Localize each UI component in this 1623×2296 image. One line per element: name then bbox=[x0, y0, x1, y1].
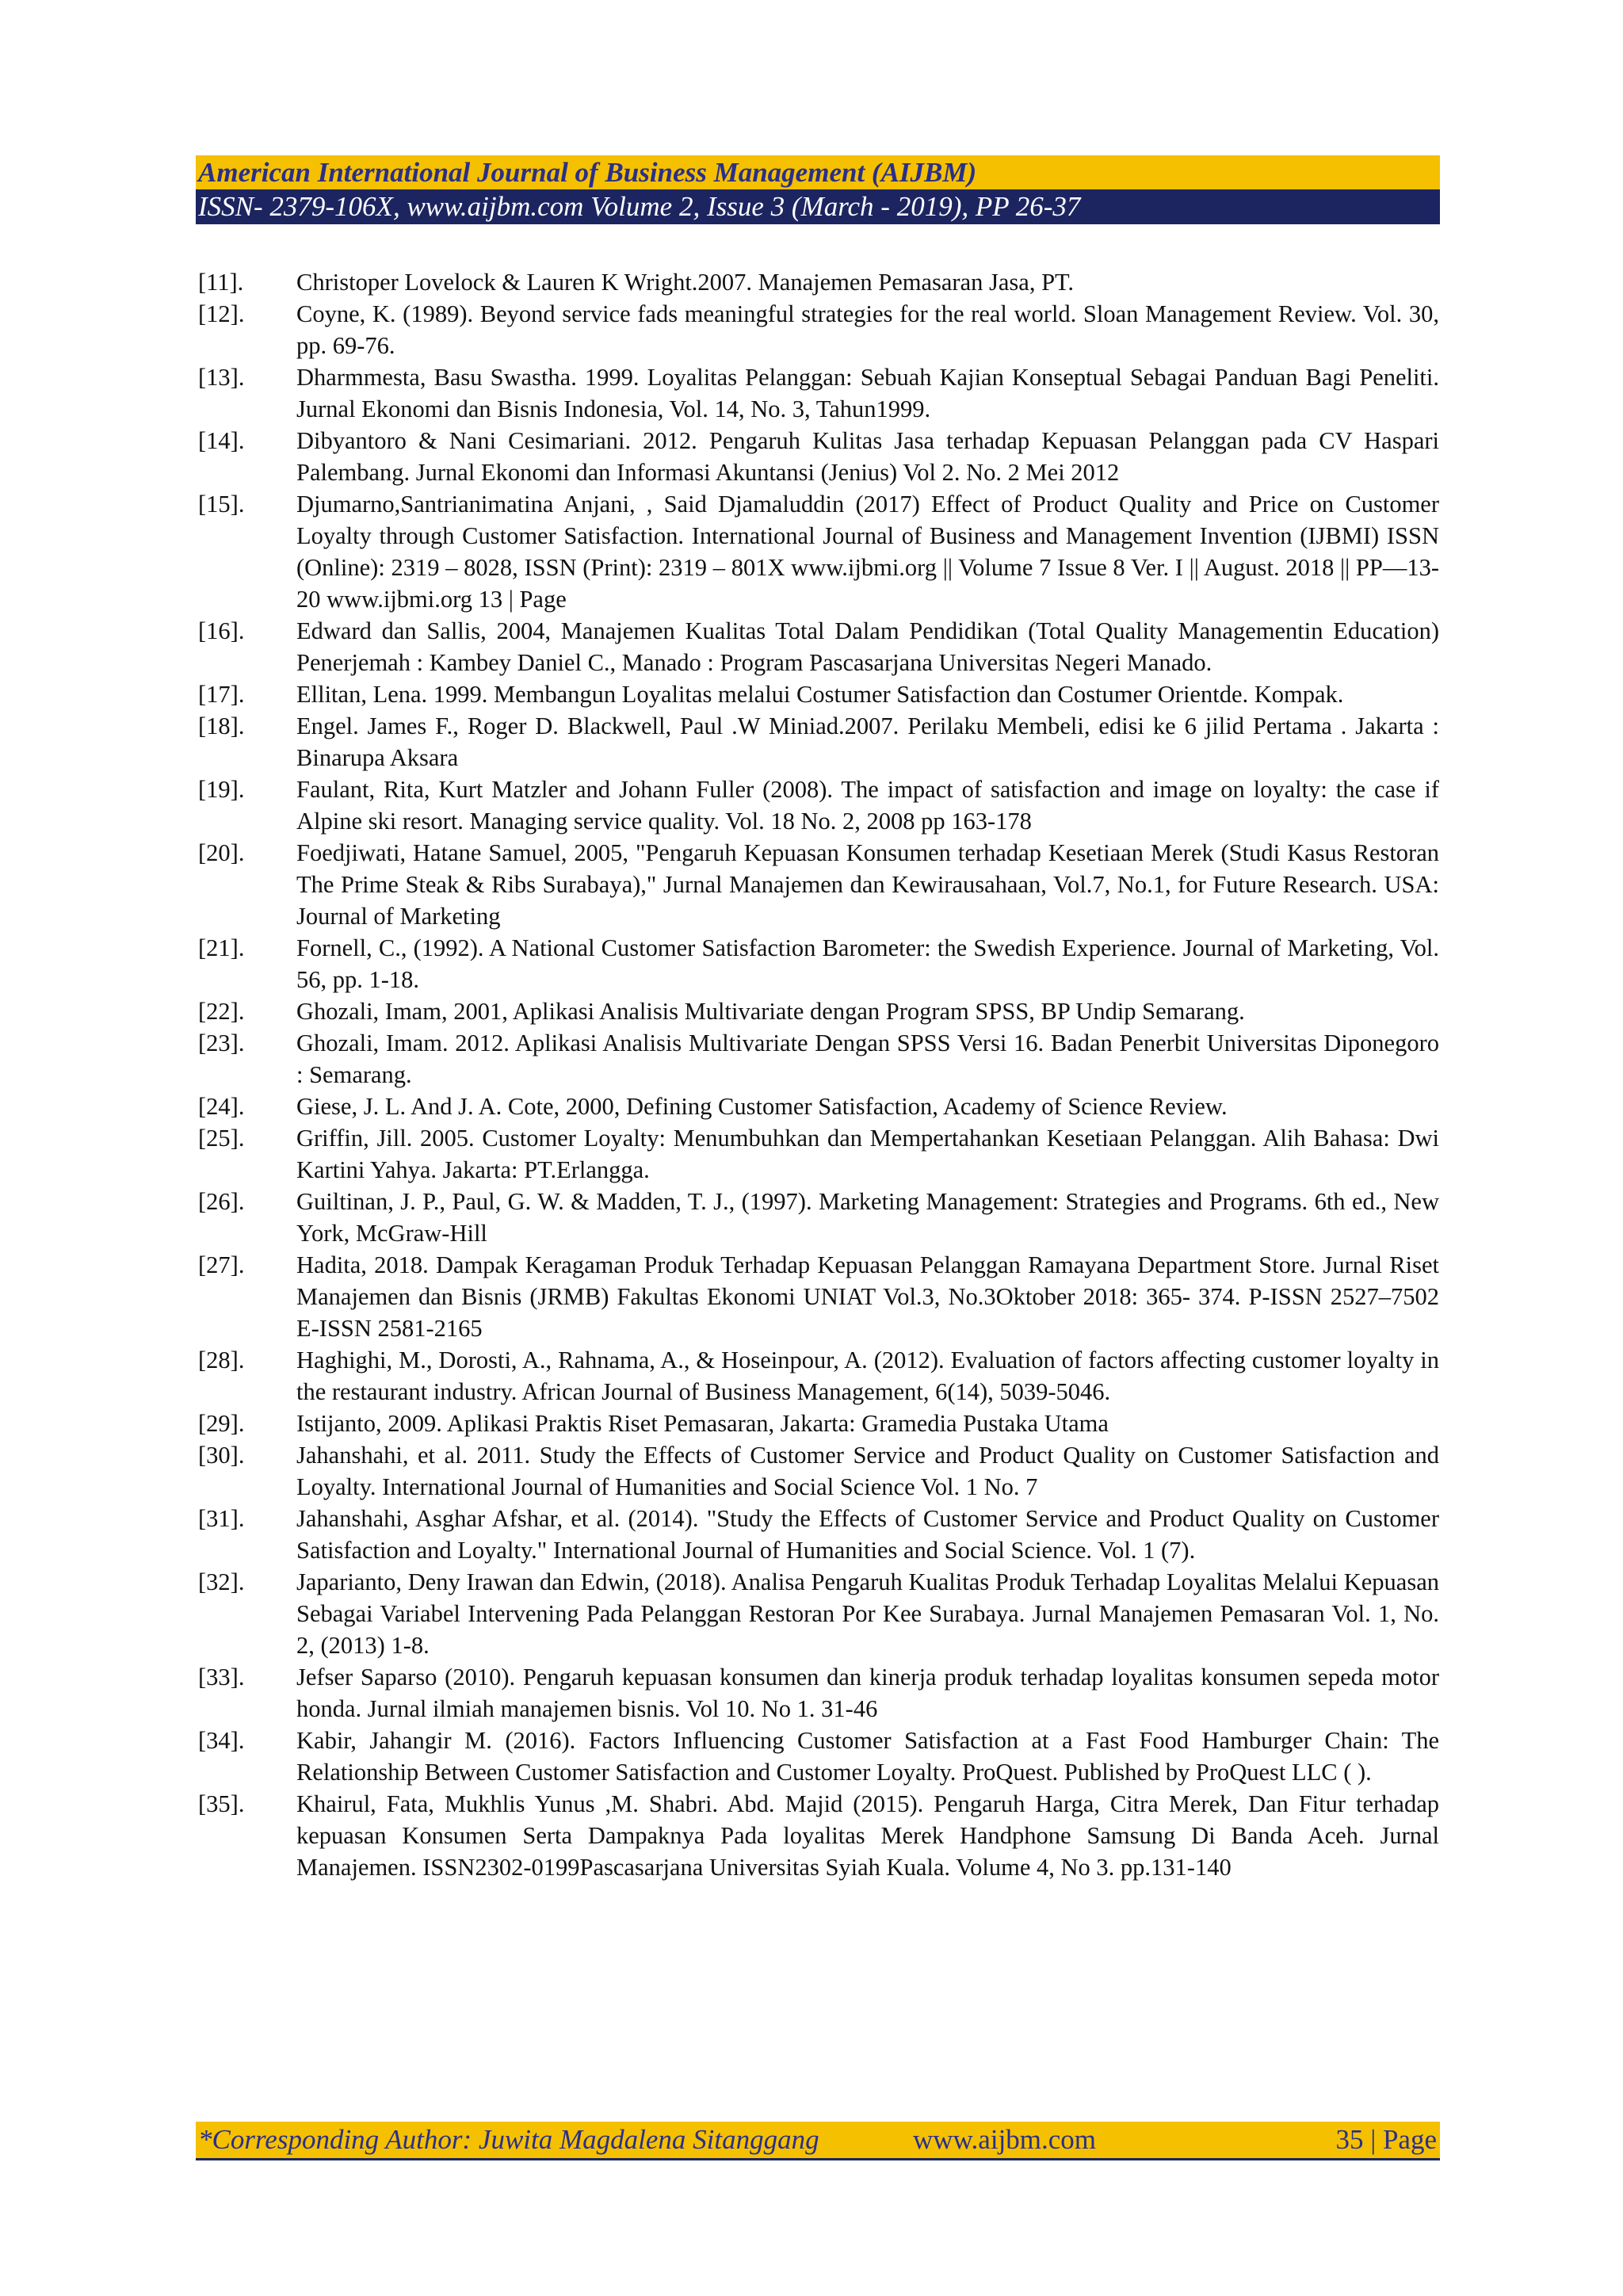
reference-text: Faulant, Rita, Kurt Matzler and Johann Fuller (2008). The impact of satisfaction and image on loyalty: the case if Alpine ski resort. Managing service quality. Vol. 18 No. 2, 2008 pp 163-178 bbox=[296, 776, 1439, 835]
issn-line: ISSN- 2379-106X, www.aijbm.com Volume 2, Issue 3 (March - 2019), PP 26-37 bbox=[196, 189, 1440, 224]
reference-number: [12]. bbox=[198, 300, 245, 327]
reference-text: Dharmmesta, Basu Swastha. 1999. Loyalitas Pelanggan: Sebuah Kajian Konseptual Sebagai Panduan Bagi Peneliti. Jurnal Ekonomi dan Bisnis Indonesia, Vol. 14, No. 3, Tahun1999. bbox=[296, 364, 1439, 422]
reference-item bbox=[198, 1344, 1439, 1408]
reference-item bbox=[198, 1725, 1439, 1788]
reference-item bbox=[198, 1249, 1439, 1344]
footer-website-link[interactable]: www.aijbm.com bbox=[913, 2124, 1097, 2155]
reference-item bbox=[198, 1566, 1439, 1661]
reference-number: [18]. bbox=[198, 712, 245, 739]
reference-number: [24]. bbox=[198, 1093, 245, 1120]
reference-text: Coyne, K. (1989). Beyond service fads meaningful strategies for the real world. Sloan Management Review. Vol. 30, pp. 69-76. bbox=[296, 300, 1439, 359]
reference-text: Haghighi, M., Dorosti, A., Rahnama, A., & Hoseinpour, A. (2012). Evaluation of factors affecting customer loyalty in the restaurant industry. African Journal of Business Management, 6(14), 5039-5046. bbox=[296, 1347, 1439, 1405]
reference-item bbox=[198, 1661, 1439, 1725]
reference-number: [35]. bbox=[198, 1790, 245, 1817]
reference-item bbox=[198, 678, 1439, 710]
reference-number: [13]. bbox=[198, 364, 245, 391]
reference-item bbox=[198, 1408, 1439, 1439]
reference-number: [33]. bbox=[198, 1664, 245, 1690]
reference-text: Kabir, Jahangir M. (2016). Factors Influencing Customer Satisfaction at a Fast Food Hamburger Chain: The Relationship Between Customer Satisfaction and Customer Loyalty. ProQuest. Published by ProQuest LLC ( ). bbox=[296, 1727, 1439, 1786]
reference-item bbox=[198, 488, 1439, 615]
reference-text: Guiltinan, J. P., Paul, G. W. & Madden, T. J., (1997). Marketing Management: Strategies and Programs. 6th ed., New York, McGraw-Hill bbox=[296, 1188, 1439, 1247]
reference-text: Jahanshahi, Asghar Afshar, et al. (2014). "Study the Effects of Customer Service and Product Quality on Customer Satisfaction and Loyalty." International Journal of Humanities and Social Science. Vol. 1 (7). bbox=[296, 1505, 1439, 1564]
journal-title: American International Journal of Business Management (AIJBM) bbox=[196, 155, 1440, 189]
reference-text: Ghozali, Imam, 2001, Aplikasi Analisis Multivariate dengan Program SPSS, BP Undip Semarang. bbox=[296, 998, 1245, 1025]
reference-number: [26]. bbox=[198, 1188, 245, 1215]
reference-text: Giese, J. L. And J. A. Cote, 2000, Defining Customer Satisfaction, Academy of Science Review. bbox=[296, 1093, 1228, 1120]
reference-number: [21]. bbox=[198, 934, 245, 961]
reference-number: [17]. bbox=[198, 681, 245, 708]
reference-item bbox=[198, 361, 1439, 425]
reference-text: Ghozali, Imam. 2012. Aplikasi Analisis Multivariate Dengan SPSS Versi 16. Badan Penerbit Universitas Diponegoro : Semarang. bbox=[296, 1030, 1439, 1088]
page-footer bbox=[196, 2122, 1440, 2160]
reference-text: Hadita, 2018. Dampak Keragaman Produk Terhadap Kepuasan Pelanggan Ramayana Department Store. Jurnal Riset Manajemen dan Bisnis (JRMB) Fakultas Ekonomi UNIAT Vol.3, No.3Oktober 2018: 365- 374. P-ISSN 2527–7502 E-ISSN 2581-2165 bbox=[296, 1251, 1439, 1342]
reference-item bbox=[198, 1091, 1439, 1122]
reference-item bbox=[198, 1788, 1439, 1883]
reference-text: Khairul, Fata, Mukhlis Yunus ,M. Shabri. Abd. Majid (2015). Pengaruh Harga, Citra Merek, Dan Fitur terhadap kepuasan Konsumen Serta Dampaknya Pada loyalitas Merek Handphone Samsung Di Banda Aceh. Jurnal Manajemen. ISSN2302-0199Pascasarjana Universitas Syiah Kuala. Volume 4, No 3. pp.131-140 bbox=[296, 1790, 1439, 1881]
reference-item bbox=[198, 774, 1439, 837]
reference-item bbox=[198, 1122, 1439, 1186]
reference-text: Japarianto, Deny Irawan dan Edwin, (2018). Analisa Pengaruh Kualitas Produk Terhadap Loyalitas Melalui Kepuasan Sebagai Variabel Intervening Pada Pelanggan Restoran Por Kee Surabaya. Jurnal Manajemen Pemasaran Vol. 1, No. 2, (2013) 1-8. bbox=[296, 1568, 1439, 1659]
reference-number: [11]. bbox=[198, 269, 244, 296]
reference-text: Engel. James F., Roger D. Blackwell, Paul .W Miniad.2007. Perilaku Membeli, edisi ke 6 jilid Pertama . Jakarta : Binarupa Aksara bbox=[296, 712, 1439, 771]
reference-item bbox=[198, 1439, 1439, 1503]
reference-text: Djumarno,Santrianimatina Anjani, , Said Djamaluddin (2017) Effect of Product Quality and Price on Customer Loyalty through Customer Satisfaction. International Journal of Business and Management Invention (IJBMI) ISSN (Online): 2319 – 8028, ISSN (Print): 2319 – 801X www.ijbmi.org || Volume 7 Issue 8 Ver. I || August. 2018 || PP—13-20 www.ijbmi.org 13 | Page bbox=[296, 491, 1439, 613]
reference-item bbox=[198, 995, 1439, 1027]
reference-item bbox=[198, 425, 1439, 488]
reference-item bbox=[198, 710, 1439, 774]
reference-item bbox=[198, 1186, 1439, 1249]
reference-text: Christoper Lovelock & Lauren K Wright.2007. Manajemen Pemasaran Jasa, PT. bbox=[296, 269, 1075, 296]
reference-number: [14]. bbox=[198, 427, 245, 454]
reference-number: [23]. bbox=[198, 1030, 245, 1056]
reference-item bbox=[198, 1027, 1439, 1091]
reference-number: [15]. bbox=[198, 491, 245, 518]
reference-item bbox=[198, 1503, 1439, 1566]
reference-text: Griffin, Jill. 2005. Customer Loyalty: Menumbuhkan dan Mempertahankan Kesetiaan Pelanggan. Alih Bahasa: Dwi Kartini Yahya. Jakarta: PT.Erlangga. bbox=[296, 1125, 1439, 1183]
reference-number: [27]. bbox=[198, 1251, 245, 1278]
reference-number: [31]. bbox=[198, 1505, 245, 1532]
reference-item bbox=[198, 837, 1439, 932]
reference-item bbox=[198, 615, 1439, 678]
page-number: 35 | Page bbox=[1335, 2124, 1437, 2155]
reference-number: [29]. bbox=[198, 1410, 245, 1437]
journal-header bbox=[196, 155, 1440, 224]
reference-number: [28]. bbox=[198, 1347, 245, 1373]
corresponding-author: *Corresponding Author: Juwita Magdalena Sitanggang bbox=[198, 2124, 819, 2155]
reference-number: [16]. bbox=[198, 617, 245, 644]
reference-list bbox=[198, 266, 1439, 1883]
reference-text: Edward dan Sallis, 2004, Manajemen Kualitas Total Dalam Pendidikan (Total Quality Managementin Education) Penerjemah : Kambey Daniel C., Manado : Program Pascasarjana Universitas Negeri Manado. bbox=[296, 617, 1439, 676]
reference-text: Foedjiwati, Hatane Samuel, 2005, "Pengaruh Kepuasan Konsumen terhadap Kesetiaan Merek (Studi Kasus Restoran The Prime Steak & Ribs Surabaya)," Jurnal Manajemen dan Kewirausahaan, Vol.7, No.1, for Future Research. USA: Journal of Marketing bbox=[296, 839, 1439, 930]
reference-number: [20]. bbox=[198, 839, 245, 866]
reference-item bbox=[198, 298, 1439, 361]
reference-number: [32]. bbox=[198, 1568, 245, 1595]
reference-text: Dibyantoro & Nani Cesimariani. 2012. Pengaruh Kulitas Jasa terhadap Kepuasan Pelanggan pada CV Haspari Palembang. Jurnal Ekonomi dan Informasi Akuntansi (Jenius) Vol 2. No. 2 Mei 2012 bbox=[296, 427, 1439, 486]
reference-text: Istijanto, 2009. Aplikasi Praktis Riset Pemasaran, Jakarta: Gramedia Pustaka Utama bbox=[296, 1410, 1109, 1437]
reference-text: Fornell, C., (1992). A National Customer Satisfaction Barometer: the Swedish Experience. Journal of Marketing, Vol. 56, pp. 1-18. bbox=[296, 934, 1439, 993]
reference-text: Jefser Saparso (2010). Pengaruh kepuasan konsumen dan kinerja produk terhadap loyalitas konsumen sepeda motor honda. Jurnal ilmiah manajemen bisnis. Vol 10. No 1. 31-46 bbox=[296, 1664, 1439, 1722]
reference-item bbox=[198, 266, 1439, 298]
reference-number: [30]. bbox=[198, 1442, 245, 1469]
reference-text: Jahanshahi, et al. 2011. Study the Effects of Customer Service and Product Quality on Customer Satisfaction and Loyalty. International Journal of Humanities and Social Science Vol. 1 No. 7 bbox=[296, 1442, 1439, 1500]
reference-number: [34]. bbox=[198, 1727, 245, 1754]
reference-item bbox=[198, 932, 1439, 995]
reference-number: [19]. bbox=[198, 776, 245, 803]
reference-number: [25]. bbox=[198, 1125, 245, 1152]
reference-number: [22]. bbox=[198, 998, 245, 1025]
reference-text: Ellitan, Lena. 1999. Membangun Loyalitas melalui Costumer Satisfaction dan Costumer Orientde. Kompak. bbox=[296, 681, 1344, 708]
